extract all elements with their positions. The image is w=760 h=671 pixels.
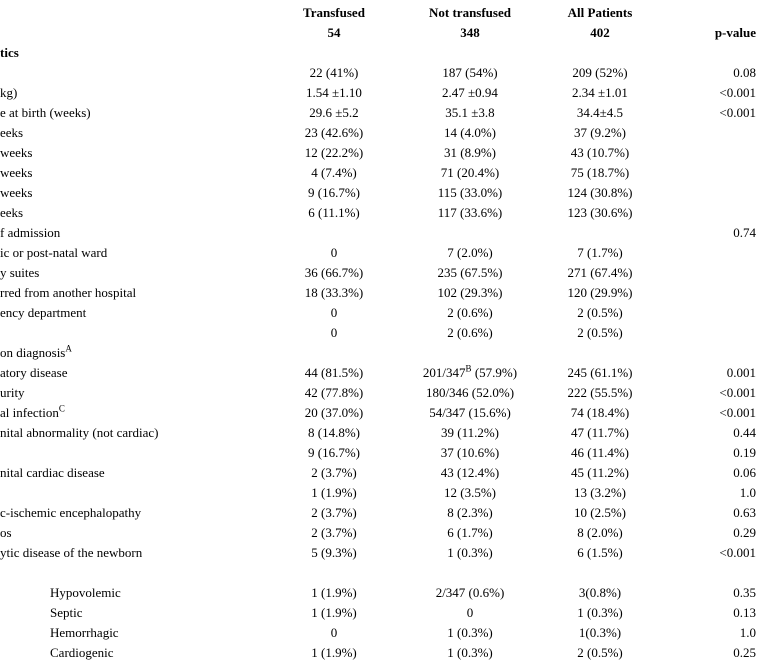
row-label-text: nital abnormality (not cardiac) <box>0 425 159 440</box>
table-row <box>0 243 760 263</box>
cell-pvalue: 0.19 <box>733 445 756 460</box>
row-label <box>0 523 12 543</box>
header-not-transfused-label: Not transfused <box>429 5 511 20</box>
header-transfused <box>270 3 398 43</box>
cell-all-patients: 10 (2.5%) <box>574 505 626 520</box>
row-label <box>0 203 23 223</box>
cell-pvalue: 0.29 <box>733 525 756 540</box>
cell-not-transfused: 6 (1.7%) <box>447 525 493 540</box>
cell-all-patients: 34.4±4.5 <box>576 105 624 120</box>
cell-pvalue: 0.13 <box>733 605 756 620</box>
row-label <box>0 343 72 363</box>
cell-all-patients: 209 (52%) <box>572 65 628 80</box>
cell-all-patients: 74 (18.4%) <box>570 405 630 420</box>
row-label <box>0 363 68 383</box>
table-row <box>0 223 760 243</box>
row-label-text: ytic disease of the newborn <box>0 545 143 560</box>
cell-all-patients: 222 (55.5%) <box>567 385 633 400</box>
table-row <box>0 503 760 523</box>
cell-transfused: 5 (9.3%) <box>311 545 357 560</box>
cell-pvalue: 1.0 <box>739 625 756 640</box>
cell-pvalue: <0.001 <box>719 385 756 400</box>
cell-pvalue: <0.001 <box>719 405 756 420</box>
row-label-text: c-ischemic encephalopathy <box>0 505 142 520</box>
cell-pvalue: 0.74 <box>733 225 756 240</box>
cell-all-patients: 7 (1.7%) <box>577 245 623 260</box>
row-label-text: tics <box>0 45 19 60</box>
table-row <box>0 543 760 563</box>
cell-all-patients: 37 (9.2%) <box>574 125 626 140</box>
cell-transfused: 0 <box>330 625 338 640</box>
cell-transfused: 23 (42.6%) <box>304 125 364 140</box>
cell-not-transfused: 2 (0.6%) <box>447 325 493 340</box>
table-row <box>0 183 760 203</box>
header-pvalue <box>660 23 760 43</box>
cell-not-transfused: 180/346 (52.0%) <box>425 385 515 400</box>
cell-pvalue: 0.08 <box>733 65 756 80</box>
cell-not-transfused-tail: (57.9%) <box>471 365 518 380</box>
footnote-marker: C <box>58 403 65 414</box>
cell-all-patients: 271 (67.4%) <box>567 265 633 280</box>
row-label <box>0 463 105 483</box>
row-label <box>0 123 23 143</box>
row-label-text: f admission <box>0 225 61 240</box>
row-label-text: weeks <box>0 145 33 160</box>
header-all-patients-count: 402 <box>590 25 610 40</box>
row-label <box>0 143 33 163</box>
cell-pvalue: 0.35 <box>733 585 756 600</box>
cell-transfused: 8 (14.8%) <box>308 425 360 440</box>
cell-not-transfused: 43 (12.4%) <box>440 465 500 480</box>
cell-not-transfused: 54/347 (15.6%) <box>429 405 511 420</box>
row-label-text: Septic <box>50 605 83 620</box>
cell-transfused: 2 (3.7%) <box>311 525 357 540</box>
row-label-text: ency department <box>0 305 87 320</box>
table-row <box>0 203 760 223</box>
table-row <box>0 623 760 643</box>
table-row <box>0 563 760 583</box>
header-all-patients-label: All Patients <box>567 5 633 20</box>
cell-not-transfused: 1 (0.3%) <box>447 645 493 660</box>
header-not-transfused-count: 348 <box>460 25 480 40</box>
cell-not-transfused: 7 (2.0%) <box>447 245 493 260</box>
row-label <box>50 583 121 603</box>
cell-all-patients: 124 (30.8%) <box>567 185 633 200</box>
table-row <box>0 343 760 363</box>
cell-not-transfused: 71 (20.4%) <box>440 165 500 180</box>
row-label <box>0 283 136 303</box>
row-label-text: on diagnosis <box>0 345 66 360</box>
row-label-text: nital cardiac disease <box>0 465 105 480</box>
cell-not-transfused: 0 <box>466 605 474 620</box>
row-label <box>0 543 142 563</box>
row-label <box>50 603 83 623</box>
row-label-text: Hypovolemic <box>50 585 121 600</box>
table-row <box>0 143 760 163</box>
cell-not-transfused: 35.1 ±3.8 <box>445 105 495 120</box>
cell-not-transfused: 14 (4.0%) <box>444 125 496 140</box>
cell-not-transfused: 115 (33.0%) <box>437 185 503 200</box>
cell-transfused: 36 (66.7%) <box>304 265 364 280</box>
cell-all-patients: 1 (0.3%) <box>577 605 623 620</box>
cell-pvalue: 1.0 <box>739 485 756 500</box>
row-label-text: rred from another hospital <box>0 285 137 300</box>
cell-transfused: 0 <box>330 305 338 320</box>
header-transfused-count: 54 <box>327 25 341 40</box>
cell-all-patients: 43 (10.7%) <box>570 145 630 160</box>
header-not-transfused <box>400 3 540 43</box>
table-row <box>0 43 760 63</box>
row-label-text: al infection <box>0 405 59 420</box>
cell-not-transfused: 2.47 ±0.94 <box>442 85 498 100</box>
table-row <box>0 103 760 123</box>
row-label-text: ic or post-natal ward <box>0 245 108 260</box>
cell-transfused: 6 (11.1%) <box>308 205 360 220</box>
row-label-text: eeks <box>0 125 24 140</box>
row-label-text: atory disease <box>0 365 68 380</box>
cell-transfused: 4 (7.4%) <box>311 165 357 180</box>
row-label-text: y suites <box>0 265 40 280</box>
cell-pvalue: 0.25 <box>733 645 756 660</box>
cell-transfused: 1.54 ±1.10 <box>306 85 362 100</box>
row-label <box>0 43 19 63</box>
table-row <box>0 603 760 623</box>
row-label <box>50 623 119 643</box>
cell-all-patients: 245 (61.1%) <box>567 365 633 380</box>
row-label <box>0 243 107 263</box>
table-row <box>0 383 760 403</box>
row-label <box>0 303 86 323</box>
cell-pvalue: 0.44 <box>733 425 756 440</box>
row-label <box>0 503 141 523</box>
cell-transfused: 1 (1.9%) <box>311 585 357 600</box>
row-label-text: kg) <box>0 85 18 100</box>
cell-transfused: 42 (77.8%) <box>304 385 364 400</box>
cell-transfused: 2 (3.7%) <box>311 465 357 480</box>
cell-pvalue: 0.001 <box>726 365 756 380</box>
table-row <box>0 463 760 483</box>
cell-pvalue: 0.63 <box>733 505 756 520</box>
table-row <box>0 283 760 303</box>
cell-pvalue: <0.001 <box>719 85 756 100</box>
cell-not-transfused: 31 (8.9%) <box>444 145 496 160</box>
table-row <box>0 263 760 283</box>
table-row <box>0 83 760 103</box>
table-row <box>0 323 760 343</box>
row-label-text: Cardiogenic <box>50 645 114 660</box>
cell-not-transfused: 1 (0.3%) <box>447 625 493 640</box>
cell-not-transfused: 39 (11.2%) <box>440 425 499 440</box>
cell-all-patients: 120 (29.9%) <box>567 285 633 300</box>
row-label-text: weeks <box>0 165 33 180</box>
cell-transfused: 1 (1.9%) <box>311 605 357 620</box>
row-label <box>0 103 91 123</box>
cell-transfused: 9 (16.7%) <box>308 445 360 460</box>
table-row <box>0 643 760 663</box>
row-label <box>50 643 114 663</box>
table-row <box>0 523 760 543</box>
cell-all-patients: 75 (18.7%) <box>570 165 630 180</box>
cell-transfused: 0 <box>330 245 338 260</box>
table-row <box>0 123 760 143</box>
cell-not-transfused: 187 (54%) <box>442 65 498 80</box>
cell-transfused: 22 (41%) <box>309 65 359 80</box>
cell-transfused: 44 (81.5%) <box>304 365 364 380</box>
table-row <box>0 483 760 503</box>
table-row <box>0 63 760 83</box>
cell-transfused: 18 (33.3%) <box>304 285 364 300</box>
cell-transfused: 0 <box>330 325 338 340</box>
cell-all-patients: 8 (2.0%) <box>577 525 623 540</box>
cell-all-patients: 2 (0.5%) <box>577 325 623 340</box>
row-label-text: urity <box>0 385 25 400</box>
cell-transfused: 20 (37.0%) <box>304 405 364 420</box>
row-label <box>0 183 33 203</box>
cell-transfused: 1 (1.9%) <box>311 645 357 660</box>
cell-not-transfused: $201/347^B$ (57.9%) <box>422 363 518 380</box>
cell-all-patients: 47 (11.7%) <box>570 425 629 440</box>
row-label-text: eeks <box>0 205 24 220</box>
cell-not-transfused: 8 (2.3%) <box>447 505 493 520</box>
table-row <box>0 583 760 603</box>
footnote-marker: A <box>65 343 72 354</box>
cell-not-transfused: 1 (0.3%) <box>447 545 493 560</box>
row-label-text: e at birth (weeks) <box>0 105 91 120</box>
cell-pvalue: <0.001 <box>719 545 756 560</box>
row-label-text: os <box>0 525 12 540</box>
cell-all-patients: 2 (0.5%) <box>577 645 623 660</box>
cell-not-transfused: 37 (10.6%) <box>440 445 500 460</box>
cell-pvalue: <0.001 <box>719 105 756 120</box>
row-label <box>0 403 65 423</box>
row-label <box>0 223 60 243</box>
row-label <box>0 83 17 103</box>
table-row <box>0 423 760 443</box>
table-row <box>0 363 760 383</box>
cell-transfused: 29.6 ±5.2 <box>309 105 359 120</box>
cell-transfused: 1 (1.9%) <box>311 485 357 500</box>
header-all-patients <box>540 3 660 43</box>
row-label <box>0 263 39 283</box>
cell-not-transfused: 12 (3.5%) <box>444 485 496 500</box>
cell-not-transfused: 102 (29.3%) <box>437 285 503 300</box>
table-row <box>0 303 760 323</box>
cell-not-transfused: 2 (0.6%) <box>447 305 493 320</box>
cell-not-transfused: 2/347 (0.6%) <box>435 585 505 600</box>
cell-all-patients: 46 (11.4%) <box>570 445 629 460</box>
cell-all-patients: 6 (1.5%) <box>577 545 623 560</box>
cell-not-transfused: 117 (33.6%) <box>437 205 503 220</box>
cell-all-patients: 3(0.8%) <box>578 585 622 600</box>
cell-not-transfused: 235 (67.5%) <box>437 265 503 280</box>
cell-transfused: 9 (16.7%) <box>308 185 360 200</box>
cell-all-patients: 13 (3.2%) <box>574 485 626 500</box>
row-label <box>0 163 33 183</box>
table-row <box>0 443 760 463</box>
row-label <box>0 423 158 443</box>
footnote-marker: B <box>465 363 472 374</box>
cell-all-patients: 2.34 ±1.01 <box>572 85 628 100</box>
table-row <box>0 403 760 423</box>
table-row <box>0 163 760 183</box>
row-label <box>0 383 25 403</box>
header-transfused-label: Transfused <box>303 5 365 20</box>
row-label-text: weeks <box>0 185 33 200</box>
row-label-text: Hemorrhagic <box>50 625 119 640</box>
header-pvalue-label: p-value <box>714 25 756 40</box>
cell-all-patients: 1(0.3%) <box>578 625 622 640</box>
cell-pvalue: 0.06 <box>733 465 756 480</box>
cell-all-patients: 2 (0.5%) <box>577 305 623 320</box>
cell-transfused: 12 (22.2%) <box>304 145 364 160</box>
cell-transfused: 2 (3.7%) <box>311 505 357 520</box>
cell-all-patients: 45 (11.2%) <box>570 465 629 480</box>
cell-all-patients: 123 (30.6%) <box>567 205 633 220</box>
